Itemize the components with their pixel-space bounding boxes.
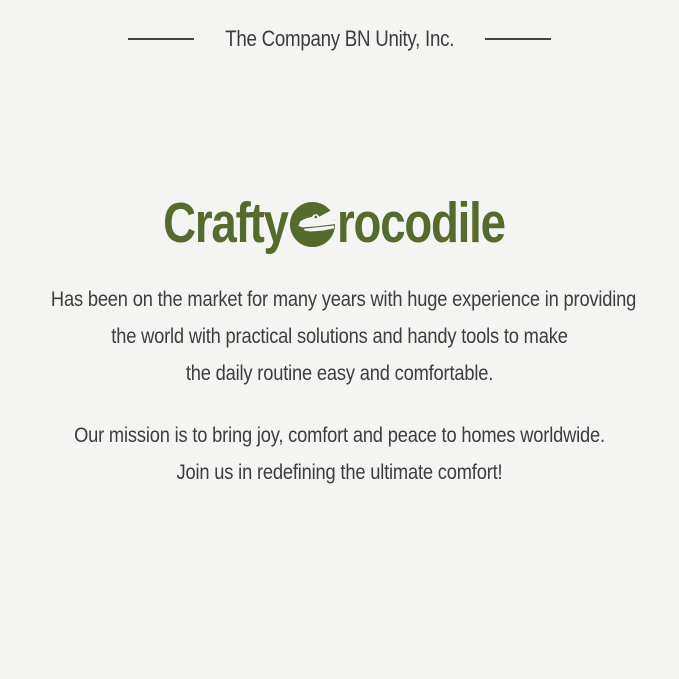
about-line: Has been on the market for many years with huge experience in providing (50, 287, 637, 311)
header-right-rule (485, 38, 551, 40)
mission-line: Join us in redefining the ultimate comfort! (176, 460, 503, 484)
company-header (0, 26, 679, 52)
crocodile-icon (289, 201, 336, 248)
brand-logo (0, 190, 679, 255)
company-name: The Company BN Unity, Inc. (225, 26, 454, 51)
about-paragraph-1 (0, 281, 679, 392)
mission-paragraph (0, 417, 679, 491)
header-left-rule (128, 38, 194, 40)
mission-line: Our mission is to bring joy, comfort and peace to homes worldwide. (74, 423, 605, 447)
about-line: the daily routine easy and comfortable. (185, 361, 494, 385)
about-line: the world with practical solutions and handy tools to make (111, 324, 568, 348)
logo-text-crafty: Crafty (163, 190, 288, 255)
logo-text-rocodile: rocodile (337, 190, 505, 255)
